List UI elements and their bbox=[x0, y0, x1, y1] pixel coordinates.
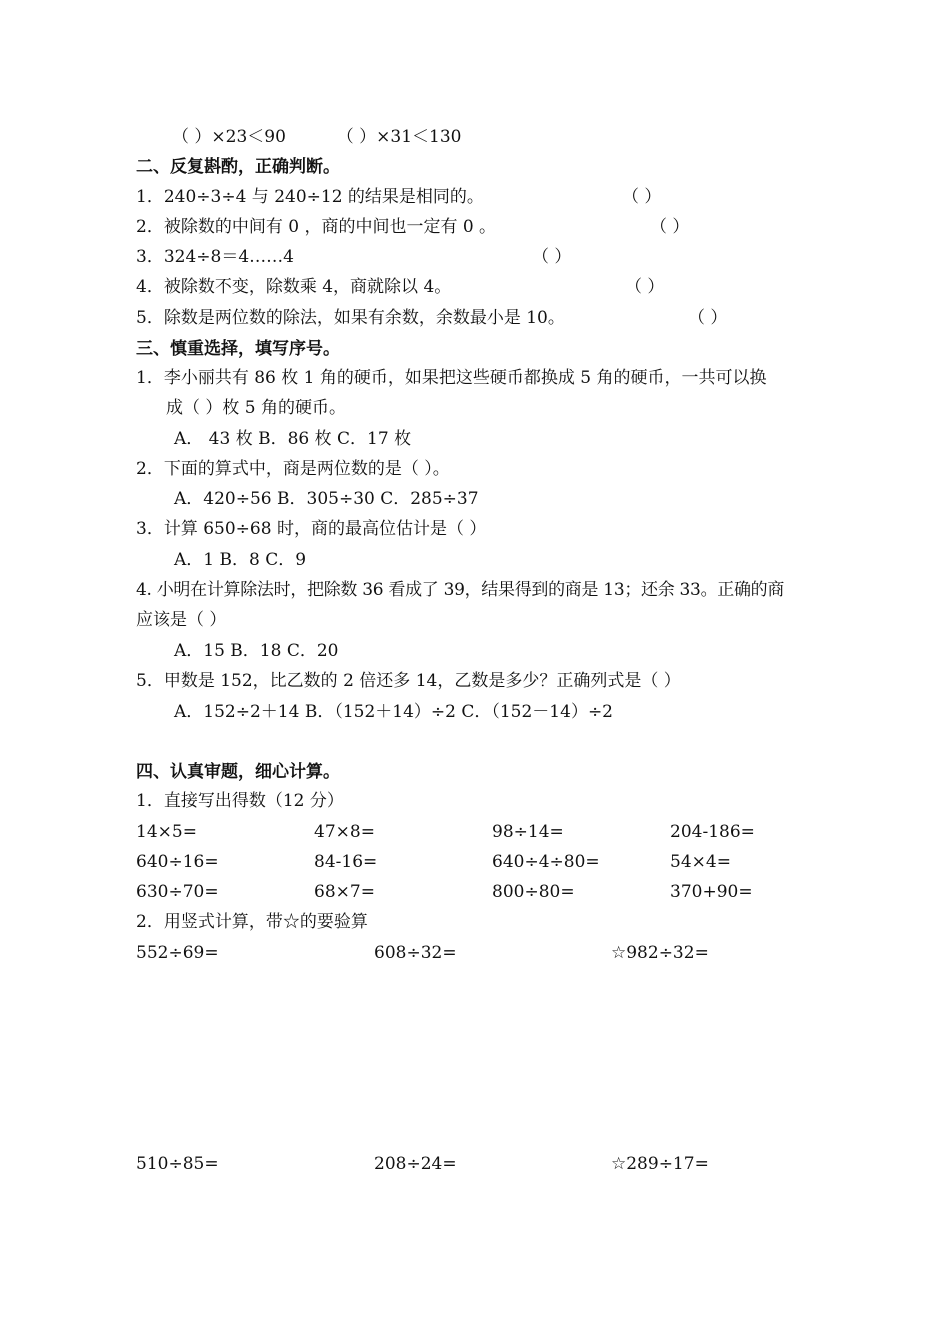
choice-q2: 2．下面的算式中，商是两位数的是（ ）。 bbox=[136, 459, 450, 479]
vertical-calc-item: 208÷24= bbox=[374, 1154, 457, 1174]
judge-item-2: 2．被除数的中间有 0 ，商的中间也一定有 0 。 bbox=[136, 217, 497, 237]
vertical-calc-item: ☆289÷17= bbox=[611, 1154, 709, 1174]
choice-q5: 5．甲数是 152，比乙数的 2 倍还多 14，乙数是多少？正确列式是（ ） bbox=[136, 671, 681, 691]
vertical-calc-title: 2．用竖式计算，带☆的要验算 bbox=[136, 912, 368, 932]
oral-calc-item: 204-186= bbox=[670, 822, 755, 842]
judge-item-5: 5．除数是两位数的除法，如果有余数，余数最小是 10。 bbox=[136, 308, 565, 328]
oral-calc-item: 84-16= bbox=[314, 852, 378, 872]
oral-calc-item: 47×8= bbox=[314, 822, 375, 842]
choice-q2-options: A．420÷56 B．305÷30 C．285÷37 bbox=[174, 489, 479, 509]
oral-calc-item: 98÷14= bbox=[492, 822, 564, 842]
oral-calc-item: 370+90= bbox=[670, 882, 753, 902]
oral-calc-item: 640÷4÷80= bbox=[492, 852, 600, 872]
vertical-calc-item: 552÷69= bbox=[136, 943, 219, 963]
vertical-calc-item: ☆982÷32= bbox=[611, 943, 709, 963]
choice-q3: 3．计算 650÷68 时，商的最高位估计是（ ） bbox=[136, 519, 487, 539]
fill-blank-b: （ ）×31＜130 bbox=[336, 127, 462, 147]
section3-title: 三、慎重选择，填写序号。 bbox=[136, 339, 340, 359]
choice-q5-options: A．152÷2＋14 B．（152＋14）÷2 C．（152－14）÷2 bbox=[174, 702, 614, 722]
oral-calc-item: 54×4= bbox=[670, 852, 731, 872]
section4-title: 四、认真审题，细心计算。 bbox=[136, 762, 340, 782]
oral-calc-item: 630÷70= bbox=[136, 882, 219, 902]
oral-calc-item: 800÷80= bbox=[492, 882, 575, 902]
choice-q4-line2: 应该是（ ） bbox=[136, 610, 227, 630]
choice-q1-options: A． 43 枚 B．86 枚 C．17 枚 bbox=[174, 429, 412, 449]
choice-q1-line1: 1．李小丽共有 86 枚 1 角的硬币，如果把这些硬币都换成 5 角的硬币，一共可以换 bbox=[136, 368, 767, 388]
judge-mark-5: （ ） bbox=[688, 308, 728, 328]
oral-calc-title: 1．直接写出得数（12 分） bbox=[136, 791, 344, 811]
oral-calc-item: 640÷16= bbox=[136, 852, 219, 872]
section2-title: 二、反复斟酌，正确判断。 bbox=[136, 157, 340, 177]
judge-mark-3: （ ） bbox=[532, 247, 572, 267]
fill-blank-line bbox=[172, 126, 461, 148]
fill-blank-a: （ ）×23＜90 bbox=[172, 127, 286, 147]
judge-item-4: 4．被除数不变，除数乘 4，商就除以 4。 bbox=[136, 277, 452, 297]
judge-mark-4: （ ） bbox=[625, 277, 665, 297]
choice-q1-line2: 成（ ）枚 5 角的硬币。 bbox=[166, 398, 347, 418]
vertical-calc-item: 510÷85= bbox=[136, 1154, 219, 1174]
judge-item-3: 3．324÷8＝4……4 bbox=[136, 247, 294, 267]
oral-calc-item: 68×7= bbox=[314, 882, 375, 902]
choice-q4-line1: 4. 小明在计算除法时，把除数 36 看成了 39，结果得到的商是 13；还余 33。正确的商 bbox=[136, 580, 785, 600]
choice-q3-options: A．1 B．8 C．9 bbox=[174, 550, 307, 570]
oral-calc-item: 14×5= bbox=[136, 822, 197, 842]
judge-mark-2: （ ） bbox=[650, 217, 690, 237]
judge-item-1: 1．240÷3÷4 与 240÷12 的结果是相同的。 bbox=[136, 187, 484, 207]
judge-mark-1: （ ） bbox=[622, 187, 662, 207]
choice-q4-options: A．15 B．18 C．20 bbox=[174, 641, 339, 661]
vertical-calc-item: 608÷32= bbox=[374, 943, 457, 963]
